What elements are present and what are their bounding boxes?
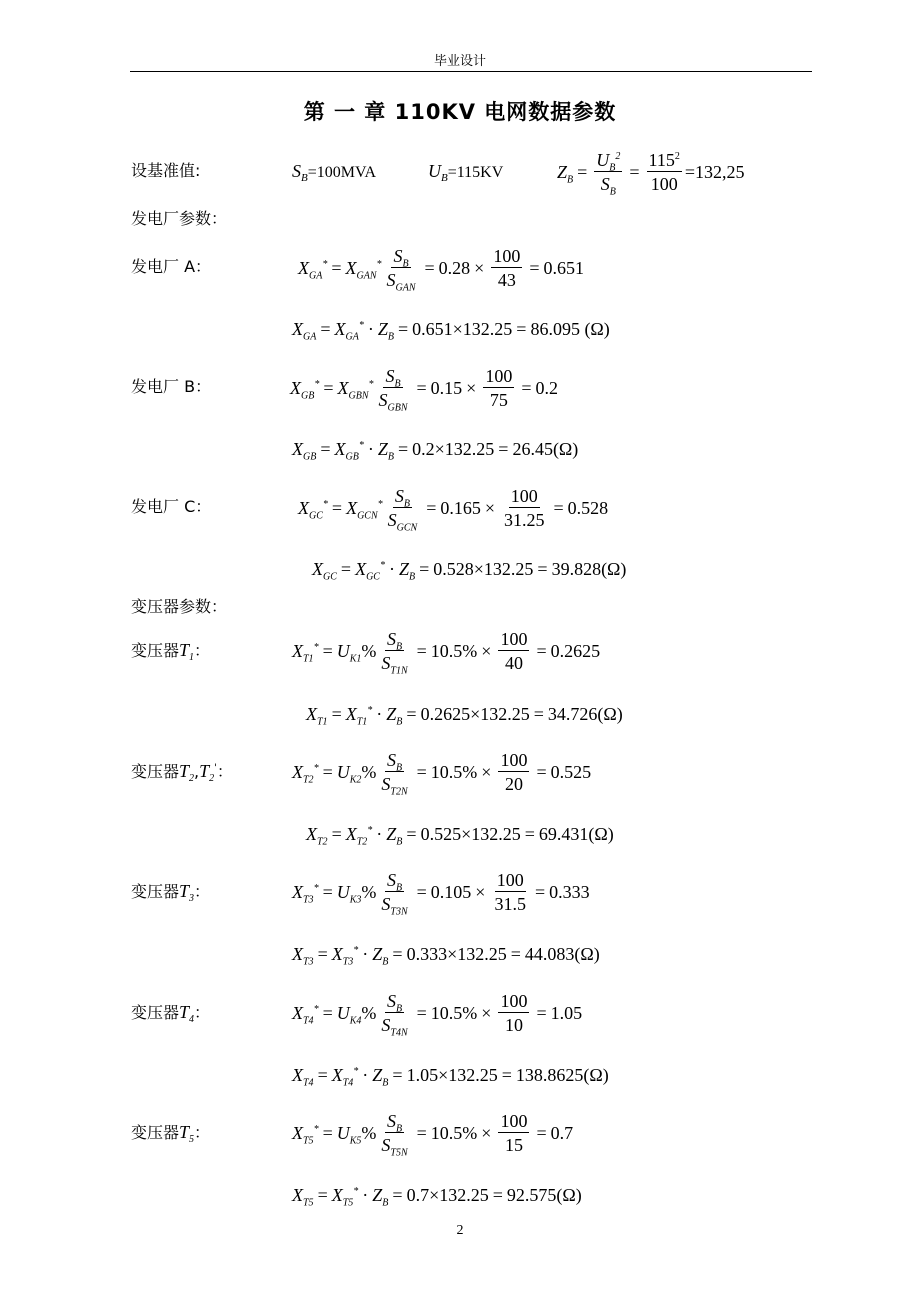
ub-definition: $U_B=115KV$ <box>428 161 504 185</box>
transformer-t4-label: 变压器$T_4$： <box>131 1002 211 1026</box>
page-number: 2 <box>456 1223 464 1238</box>
transformer-t3-reactance-ohm: $X_{T3}$ = $X_{T3}^*$ · $Z_B$ = 0.333×132.25 = 44.083 (Ω) <box>292 944 600 968</box>
header-rule <box>130 71 812 72</box>
transformer-section-heading: 变压器参数： <box>131 597 228 616</box>
transformer-t5-reactance-ohm: $X_{T5}$ = $X_{T5}^*$ · $Z_B$ = 0.7×132.25 = 92.575 (Ω) <box>292 1185 582 1209</box>
transformer-t4-reactance-pu: $X_{T4}^*$ = $U_{K4}$ % $\frac{S_B}{S_{T4N}}$ = 10.5% × $\frac{100}{10}$ = 1.05 <box>292 991 583 1039</box>
plant-b-label: 发电厂 B： <box>131 377 212 396</box>
plant-a-label: 发电厂 A： <box>131 257 212 276</box>
transformer-t1-reactance-ohm: $X_{T1}$ = $X_{T1}^*$ · $Z_B$ = 0.2625×132.25 = 34.726 (Ω) <box>306 704 623 728</box>
zb-equation: $Z_B$ = $\frac{U_B^2}{S_B}$ = $\frac{115^2}{100}$ =132,25 <box>557 150 745 198</box>
plant-a-reactance-pu: $X_{GA}^*$ = $X_{GAN}^*$ $\frac{S_B}{S_{GAN}}$ = 0.28 × $\frac{100}{43}$ = 0.651 <box>298 246 584 294</box>
plant-c-reactance-ohm: $X_{GC}$ = $X_{GC}^*$ · $Z_B$ = 0.528×132.25 = 39.828 (Ω) <box>312 559 627 583</box>
plant-c-reactance-pu: $X_{GC}^*$ = $X_{GCN}^*$ $\frac{S_B}{S_{GCN}}$ = 0.165 × $\frac{100}{31.25}$ = 0.528 <box>298 486 609 534</box>
plant-c-label: 发电厂 C： <box>131 497 212 516</box>
transformer-t3-label: 变压器$T_3$： <box>131 881 211 905</box>
transformer-t5-reactance-pu: $X_{T5}^*$ = $U_{K5}$ % $\frac{S_B}{S_{T5N}}$ = 10.5% × $\frac{100}{15}$ = 0.7 <box>292 1111 574 1159</box>
plant-b-reactance-ohm: $X_{GB}$ = $X_{GB}^*$ · $Z_B$ = 0.2×132.25 = 26.45 (Ω) <box>292 439 579 463</box>
plant-section-heading: 发电厂参数： <box>131 209 228 228</box>
chapter-title: 第 一 章 110KV 电网数据参数 <box>303 100 617 124</box>
transformer-t5-label: 变压器$T_5$： <box>131 1122 211 1146</box>
transformer-t4-reactance-ohm: $X_{T4}$ = $X_{T4}^*$ · $Z_B$ = 1.05×132.25 = 138.8625 (Ω) <box>292 1065 609 1089</box>
transformer-t3-reactance-pu: $X_{T3}^*$ = $U_{K3}$ % $\frac{S_B}{S_{T3N}}$ = 0.105 × $\frac{100}{31.5}$ = 0.333 <box>292 870 590 918</box>
plant-a-reactance-ohm: $X_{GA}$ = $X_{GA}^*$ · $Z_B$ = 0.651×132.25 = 86.095 (Ω) <box>292 319 610 343</box>
transformer-t1-reactance-pu: $X_{T1}^*$ = $U_{K1}$ % $\frac{S_B}{S_{T1N}}$ = 10.5% × $\frac{100}{40}$ = 0.2625 <box>292 629 601 677</box>
transformer-t2-label: 变压器$T_2,T_2'$： <box>131 761 233 785</box>
transformer-t1-label: 变压器$T_1$： <box>131 640 211 664</box>
sb-definition: $S_B=100MVA$ <box>292 161 377 185</box>
running-header: 毕业设计 <box>433 54 486 69</box>
transformer-t2-reactance-pu: $X_{T2}^*$ = $U_{K2}$ % $\frac{S_B}{S_{T2N}}$ = 10.5% × $\frac{100}{20}$ = 0.525 <box>292 750 592 798</box>
plant-b-reactance-pu: $X_{GB}^*$ = $X_{GBN}^*$ $\frac{S_B}{S_{GBN}}$ = 0.15 × $\frac{100}{75}$ = 0.2 <box>290 366 558 414</box>
basis-label: 设基准值: <box>131 161 201 180</box>
transformer-t2-reactance-ohm: $X_{T2}$ = $X_{T2}^*$ · $Z_B$ = 0.525×132.25 = 69.431 (Ω) <box>306 824 614 848</box>
